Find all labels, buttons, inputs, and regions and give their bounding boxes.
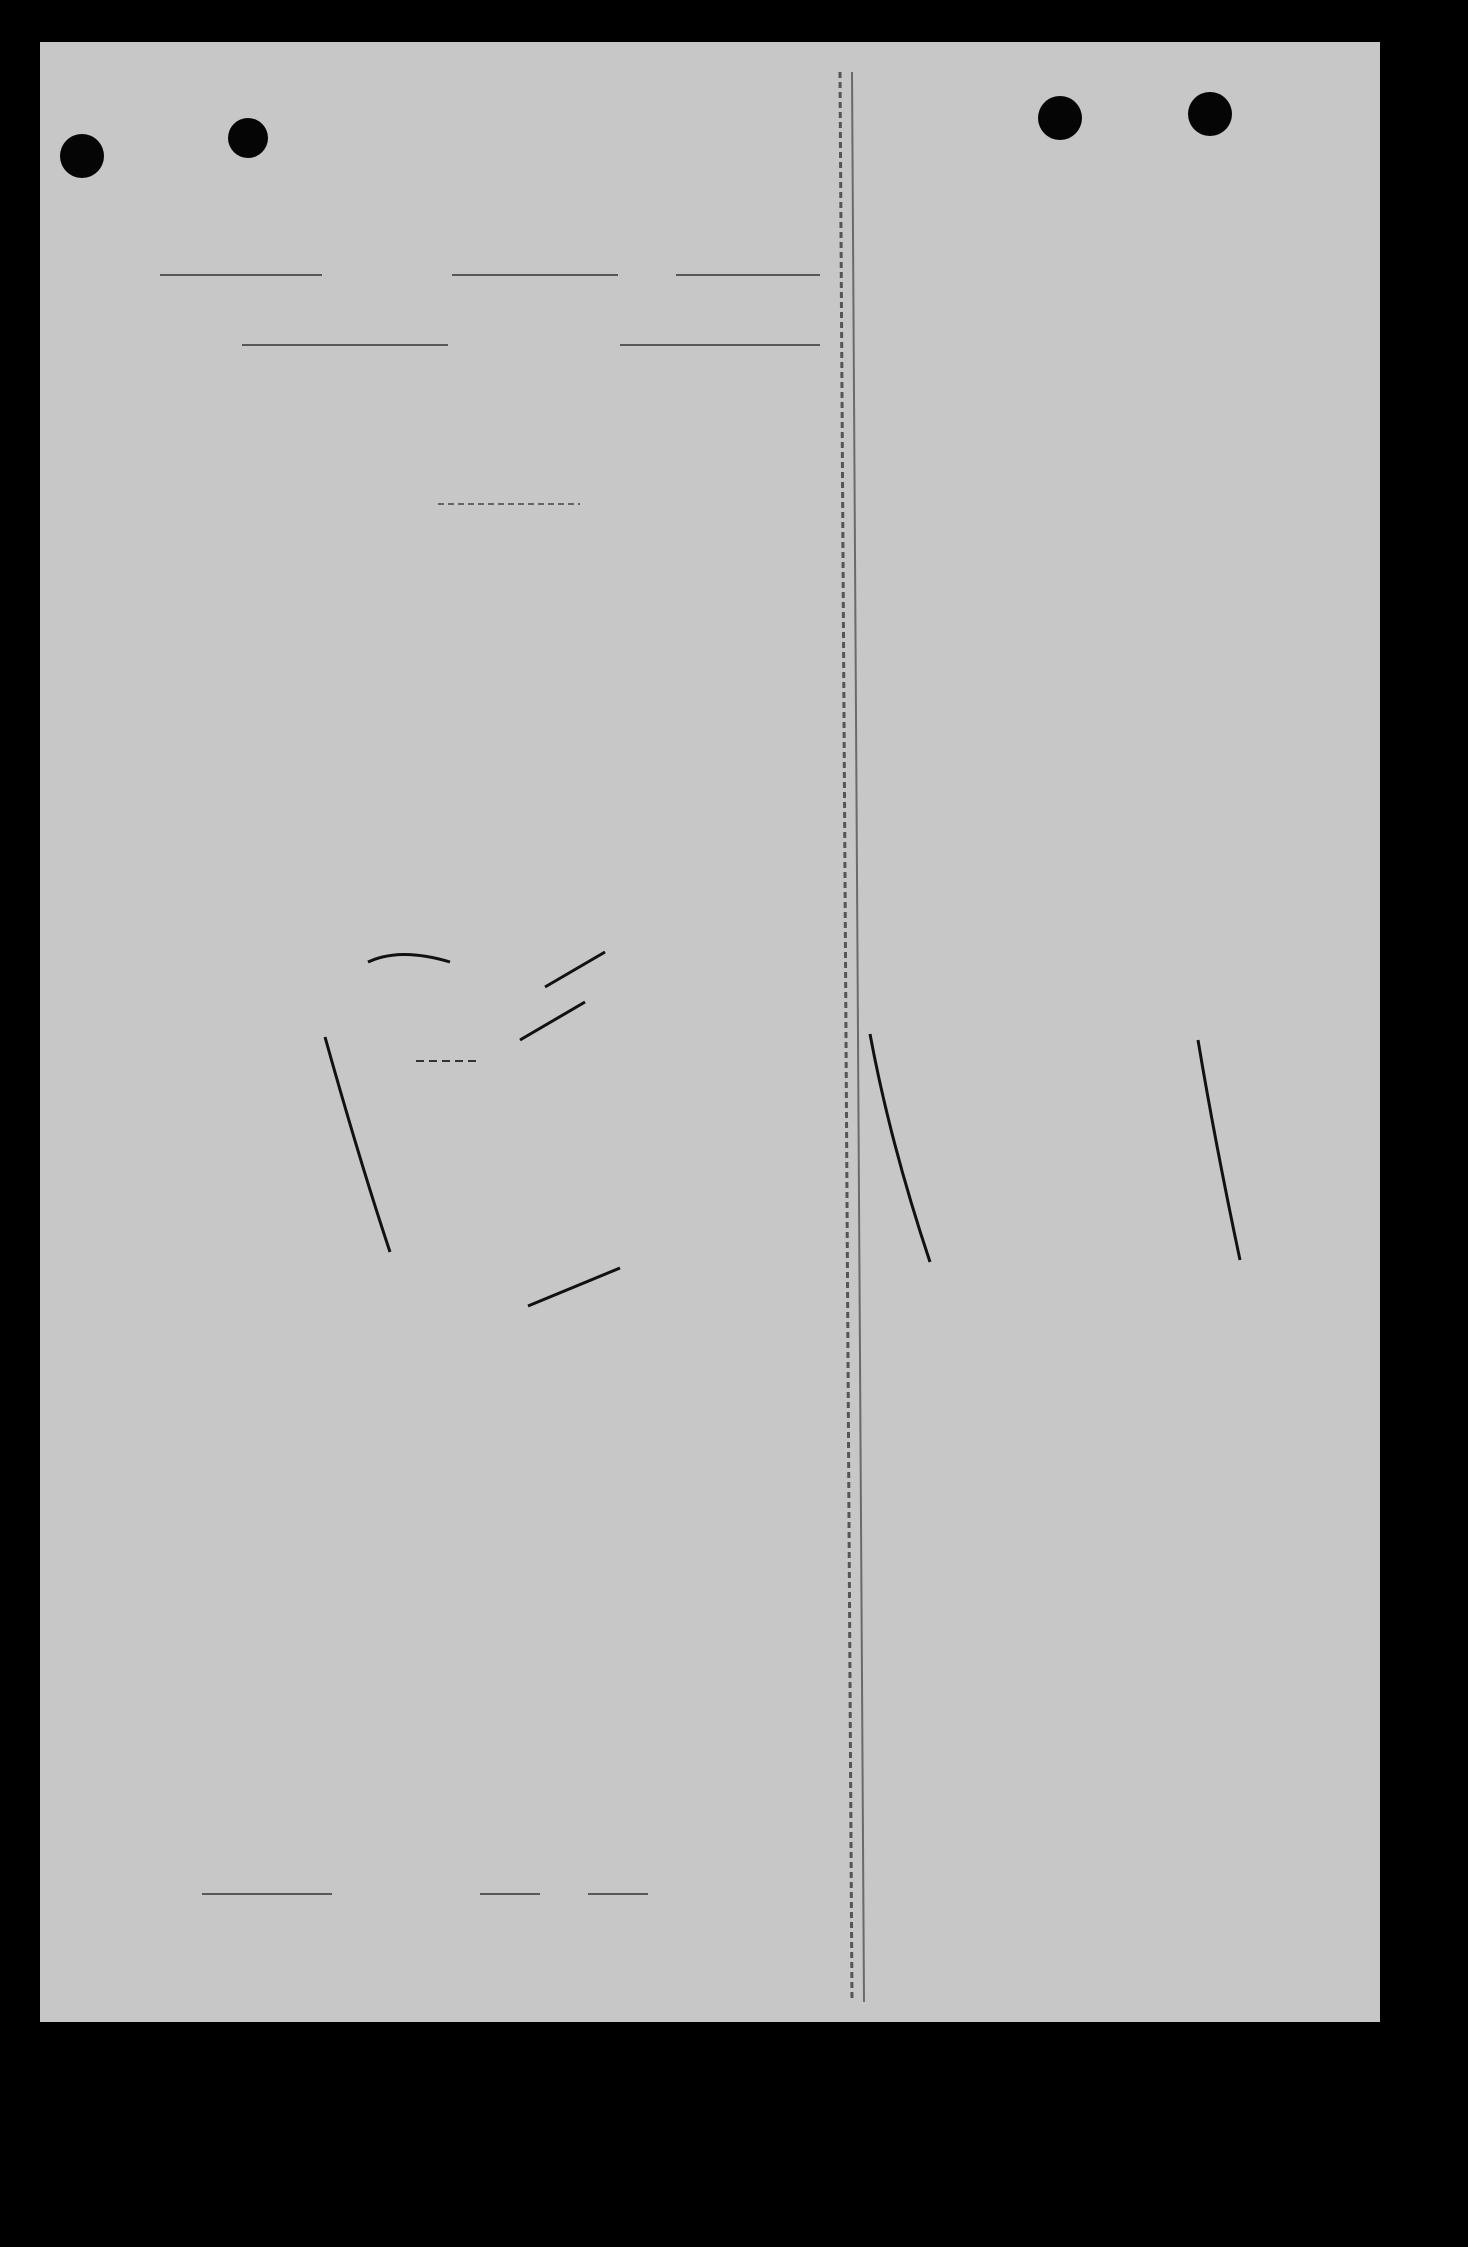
form-grid <box>40 42 1380 2022</box>
manifest-sheet <box>40 42 1380 2022</box>
